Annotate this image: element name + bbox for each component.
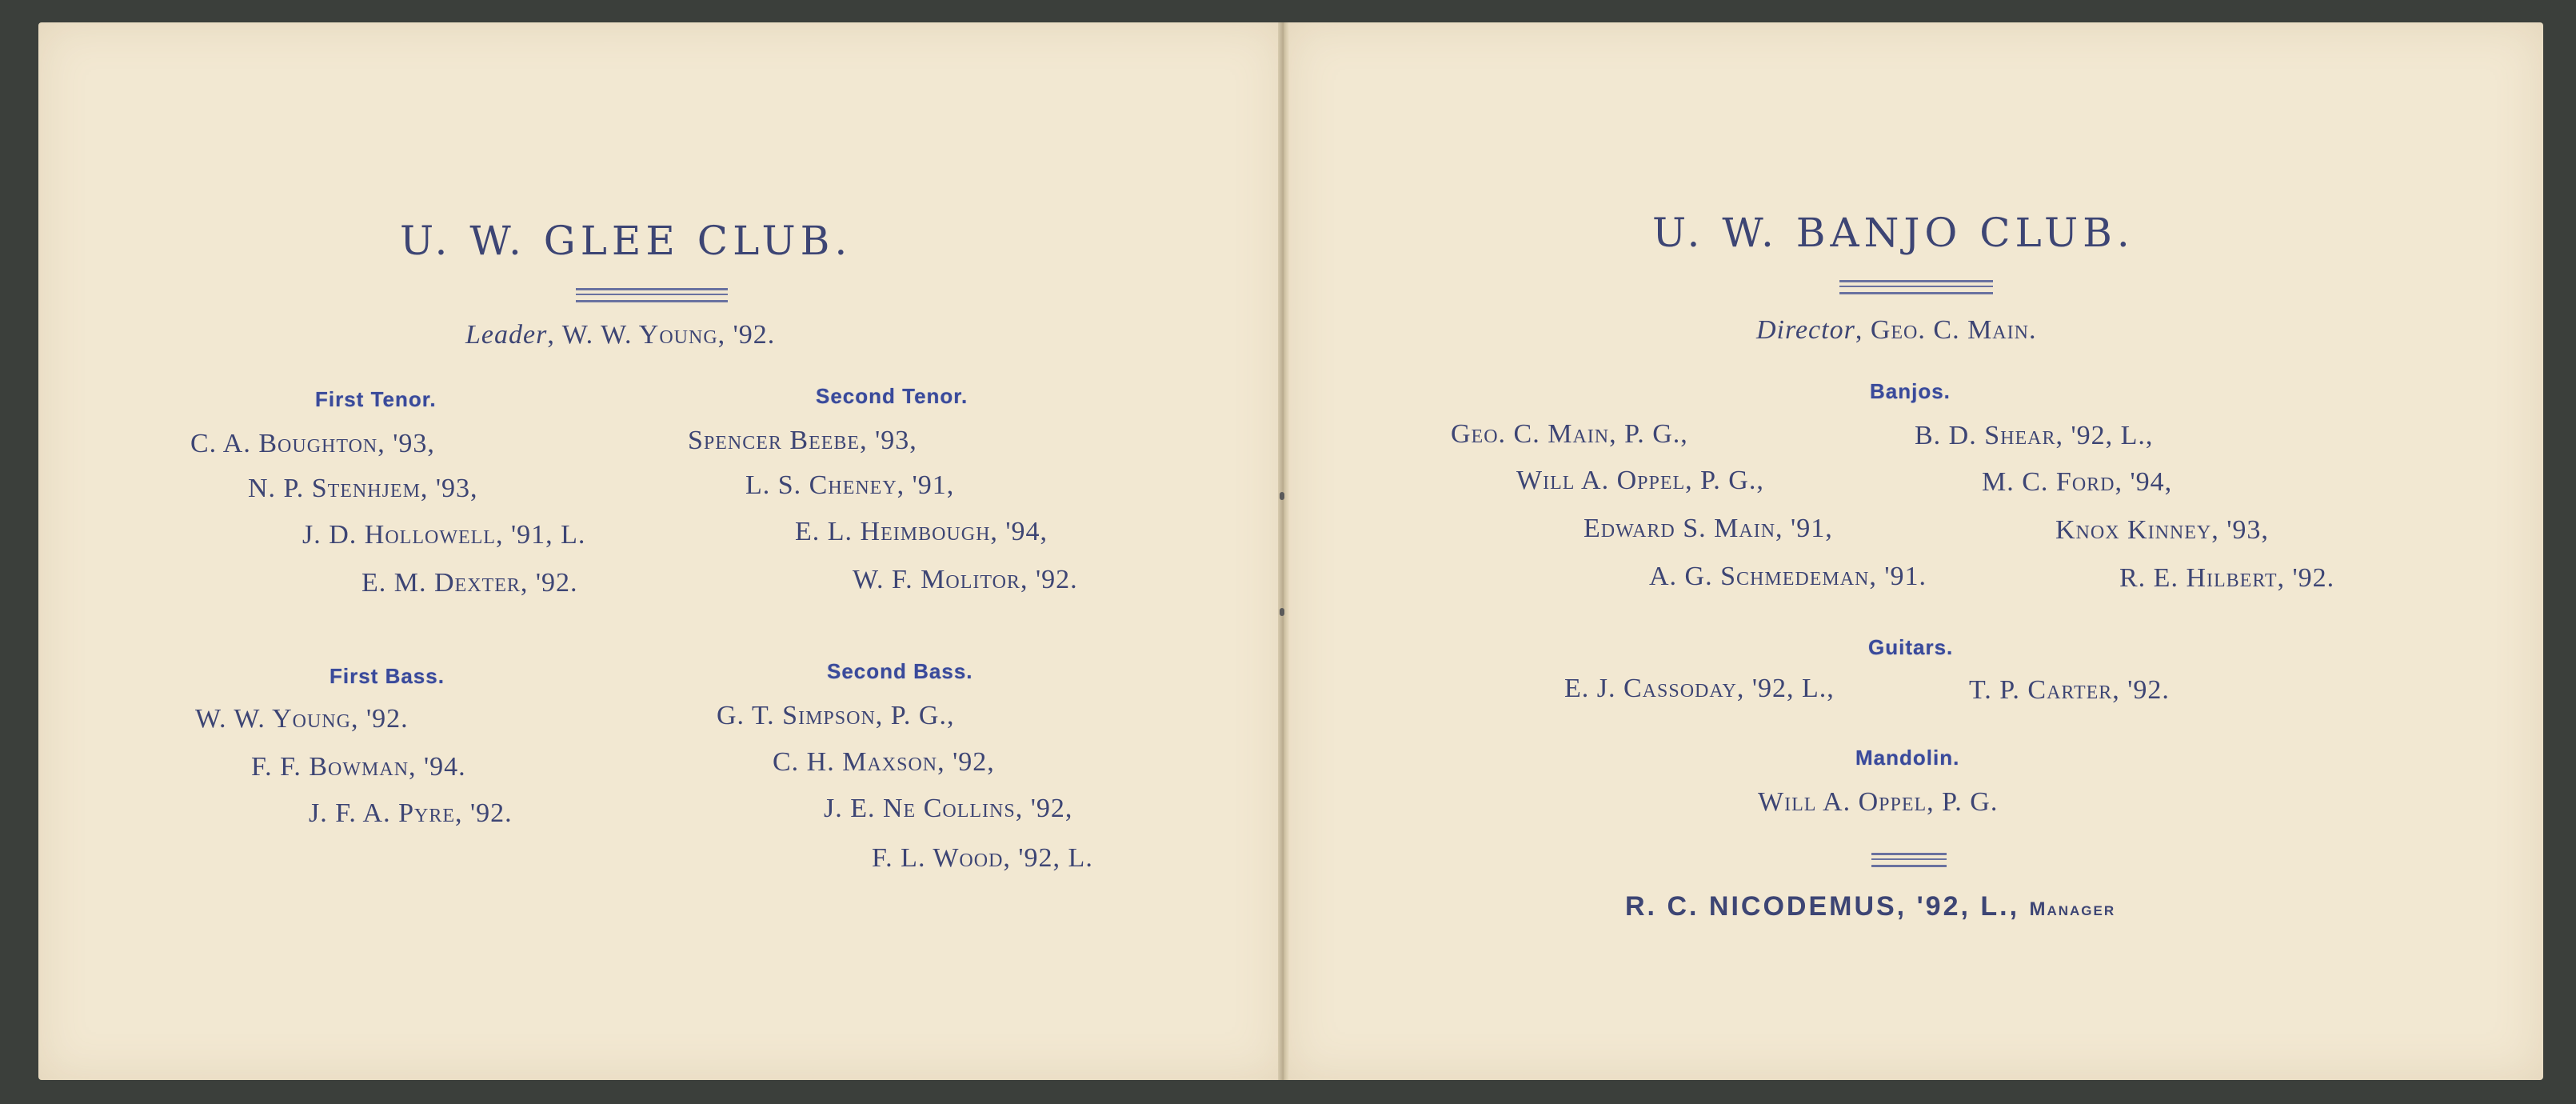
first-tenor-heading: First Tenor. bbox=[315, 387, 437, 411]
first-bass-member: W. W. Young, '92. bbox=[195, 704, 409, 734]
banjos-member: M. C. Ford, '94, bbox=[1982, 467, 2173, 497]
first-bass-heading: First Bass. bbox=[329, 664, 445, 688]
first-bass-member: J. F. A. Pyre, '92. bbox=[309, 798, 513, 828]
banjos-member: Geo. C. Main, P. G., bbox=[1451, 419, 1688, 449]
banjos-member: A. G. Schmedeman, '91. bbox=[1649, 562, 1927, 591]
guitars-member: T. P. Carter, '92. bbox=[1969, 675, 2170, 705]
leader-label: Leader bbox=[465, 320, 548, 350]
first-tenor-member: N. P. Stenhjem, '93, bbox=[248, 474, 478, 503]
second-bass-heading: Second Bass. bbox=[827, 659, 973, 683]
guitars-member: E. J. Cassoday, '92, L., bbox=[1564, 674, 1835, 703]
second-tenor-member: Spencer Beebe, '93, bbox=[688, 426, 917, 455]
manager-name: R. C. NICODEMUS, '92, L., bbox=[1625, 891, 2020, 922]
manager-title: Manager bbox=[2029, 898, 2116, 920]
banjos-member: Will A. Oppel, P. G., bbox=[1516, 466, 1764, 495]
title-rule bbox=[1839, 280, 1993, 294]
second-bass-member: C. H. Maxson, '92, bbox=[773, 747, 995, 777]
second-tenor-heading: Second Tenor. bbox=[816, 384, 968, 408]
first-tenor-member: J. D. Hollowell, '91, L. bbox=[302, 520, 586, 550]
staple-hole bbox=[1280, 492, 1284, 500]
second-tenor-member: E. L. Heimbough, '94, bbox=[795, 517, 1048, 546]
glee-club-leader bbox=[465, 320, 775, 350]
second-bass-member: F. L. Wood, '92, L. bbox=[872, 843, 1093, 873]
banjos-heading: Banjos. bbox=[1870, 379, 1951, 403]
director-label: Director bbox=[1756, 315, 1855, 345]
second-tenor-member: W. F. Molitor, '92. bbox=[853, 565, 1078, 594]
guitars-heading: Guitars. bbox=[1868, 635, 1954, 659]
mandolin-member: Will A. Oppel, P. G. bbox=[1758, 787, 1999, 817]
second-bass-member: G. T. Simpson, P. G., bbox=[717, 701, 955, 730]
banjos-member: Knox Kinney, '93, bbox=[2055, 515, 2269, 545]
first-bass-member: F. F. Bowman, '94. bbox=[251, 752, 466, 782]
manager-line bbox=[1625, 891, 2115, 922]
title-rule bbox=[576, 288, 728, 302]
leader-name: , W. W. Young, '92. bbox=[547, 320, 776, 350]
banjo-club-director bbox=[1756, 315, 2036, 346]
banjos-member: B. D. Shear, '92, L., bbox=[1915, 421, 2154, 450]
mandolin-heading: Mandolin. bbox=[1855, 746, 1960, 770]
left-page bbox=[38, 22, 1283, 1080]
staple-hole bbox=[1280, 608, 1284, 616]
banjos-member: R. E. Hilbert, '92. bbox=[2119, 563, 2335, 593]
first-tenor-member: E. M. Dexter, '92. bbox=[361, 568, 578, 598]
second-tenor-member: L. S. Cheney, '91, bbox=[745, 470, 955, 500]
center-fold bbox=[1278, 22, 1289, 1080]
director-name: , Geo. C. Main. bbox=[1855, 315, 2037, 345]
footer-rule bbox=[1871, 853, 1947, 867]
second-bass-member: J. E. Ne Collins, '92, bbox=[824, 794, 1073, 823]
glee-club-title: U. W. GLEE CLUB. bbox=[400, 218, 853, 264]
first-tenor-member: C. A. Boughton, '93, bbox=[190, 429, 435, 458]
banjos-member: Edward S. Main, '91, bbox=[1584, 514, 1833, 543]
banjo-club-title: U. W. BANJO CLUB. bbox=[1652, 210, 2135, 256]
